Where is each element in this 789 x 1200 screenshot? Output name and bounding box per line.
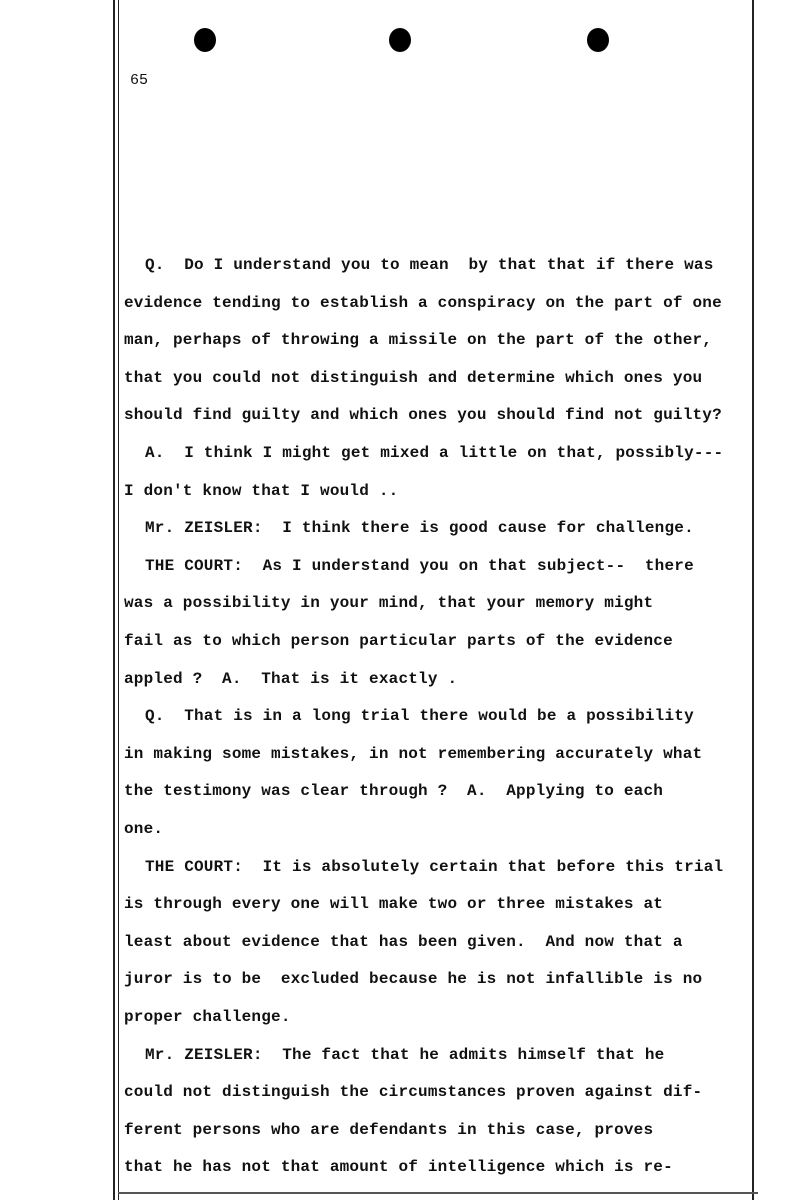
transcript-line: could not distinguish the circumstances proven against dif- — [124, 1083, 703, 1102]
margin-rule-right — [752, 0, 754, 1200]
transcript-line: I don't know that I would .. — [124, 481, 399, 500]
page-number: 65 — [130, 72, 149, 89]
transcript-line: was a possibility in your mind, that your memory might — [124, 594, 654, 613]
transcript-line: Mr. ZEISLER: I think there is good cause for challenge. — [145, 519, 694, 538]
transcript-line: the testimony was clear through ? A. Applying to each — [124, 782, 664, 801]
margin-rule-left-outer — [113, 0, 115, 1200]
transcript-line: Q. Do I understand you to mean by that that if there was — [145, 256, 714, 274]
punch-hole — [194, 28, 216, 52]
transcript-line: THE COURT: It is absolutely certain that before this trial — [145, 857, 724, 876]
transcript-line: that you could not distinguish and determine which ones you — [124, 368, 703, 387]
transcript-line: that he has not that amount of intelligence which is re- — [124, 1158, 673, 1177]
transcript-line: man, perhaps of throwing a missile on the part of the other, — [124, 331, 713, 350]
transcript-line: in making some mistakes, in not remembering accurately what — [124, 744, 703, 763]
transcript-line: fail as to which person particular parts of the evidence — [124, 632, 673, 650]
transcript-line: appled ? A. That is it exactly . — [124, 669, 458, 688]
transcript-line: Mr. ZEISLER: The fact that he admits himself that he — [145, 1045, 665, 1064]
transcript-line: least about evidence that has been given. And now that a — [124, 932, 683, 951]
transcript-line: ferent persons who are defendants in this case, proves — [124, 1120, 654, 1139]
bottom-rule — [118, 1192, 758, 1194]
punch-hole — [389, 28, 411, 52]
margin-rule-left-inner — [118, 0, 119, 1200]
transcript-line: THE COURT: As I understand you on that subject-- there — [145, 556, 694, 575]
transcript-line: one. — [124, 820, 164, 838]
transcript-line: proper challenge. — [124, 1008, 291, 1026]
transcript-line: Q. That is in a long trial there would be a possibility — [145, 707, 694, 726]
transcript-line: juror is to be excluded because he is not infallible is no — [124, 970, 703, 989]
transcript-line: should find guilty and which ones you should find not guilty? — [124, 406, 722, 425]
transcript-line: is through every one will make two or three mistakes at — [124, 895, 664, 914]
transcript-line: A. I think I might get mixed a little on that, possibly--- — [145, 444, 724, 462]
transcript-line: evidence tending to establish a conspiracy on the part of one — [124, 293, 722, 312]
punch-hole — [587, 28, 609, 52]
